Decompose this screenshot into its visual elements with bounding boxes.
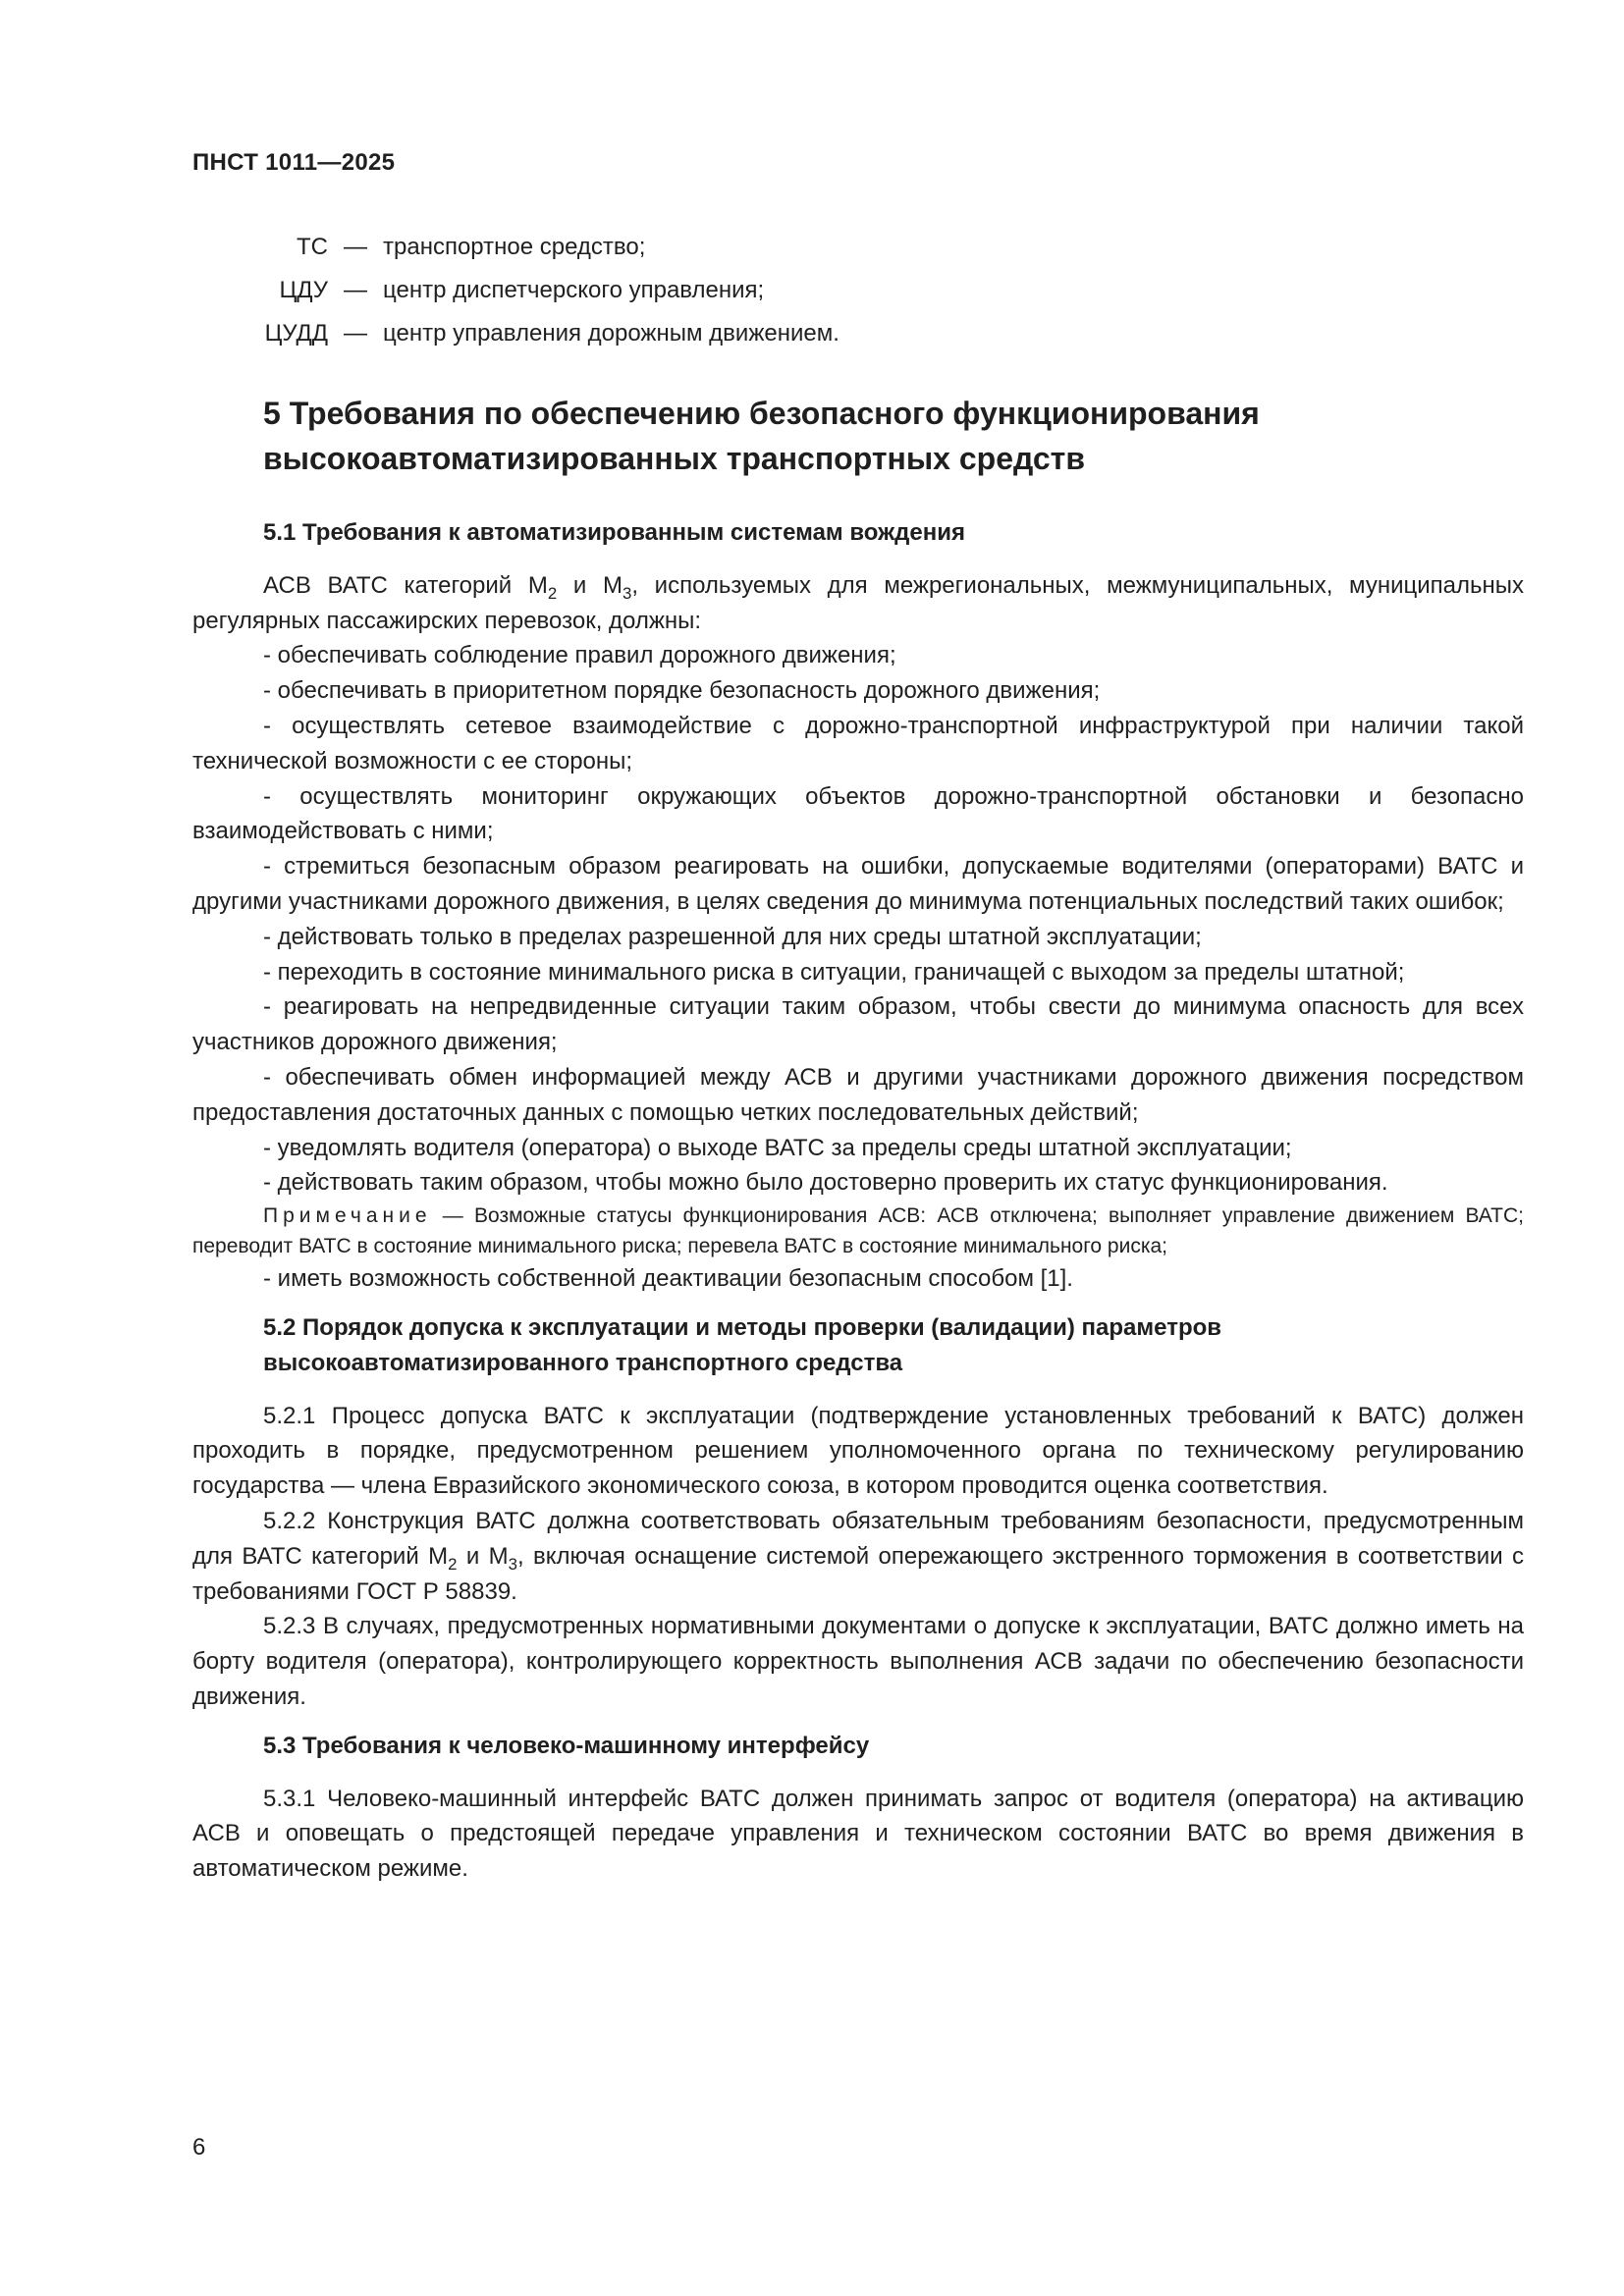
list-item: - обеспечивать в приоритетном порядке безопасность дорожного движения; [263, 677, 1101, 705]
note-label: Примечание [263, 1204, 432, 1228]
subsection-5-2-heading [192, 1310, 1524, 1381]
list-item: - действовать таким образом, чтобы можно было достоверно проверить их статус функционирования. [263, 1169, 1388, 1197]
list-item: - переходить в состояние минимального риска в ситуации, граничащей с выходом за пределы штатной; [263, 958, 1405, 986]
paragraph [192, 568, 1524, 639]
abbreviation-term: ЦУДД [264, 320, 328, 347]
note-text: — Возможные статусы функционирования АСВ: АСВ отключена; выполняет управление движением ВАТС; переводит ВАТС в состояние минимального риска; перевела ВАТС в состояние минимального риска; [192, 1204, 1524, 1258]
list-item: - осуществлять сетевое взаимодействие с дорожно-транспортной инфраструктурой при наличии такой технической возможности с ее стороны; [192, 712, 1524, 774]
abbreviation-dash: — [344, 277, 367, 303]
page-number: 6 [192, 2134, 206, 2161]
subscript: 2 [547, 583, 558, 603]
abbreviation-row [192, 234, 839, 277]
note [192, 1201, 1524, 1261]
list-item: - иметь возможность собственной деактивации безопасным способом [1]. [263, 1265, 1073, 1293]
heading-line: высокоавтоматизированного транспортного средства [263, 1349, 903, 1376]
abbreviation-row [192, 277, 839, 320]
subsection-5-3-heading: 5.3 Требования к человеко-машинному интерфейсу [263, 1732, 870, 1759]
abbreviation-row [192, 320, 839, 363]
list-item: - реагировать на непредвиденные ситуации таким образом, чтобы свести до минимума опасность для всех участников дорожного движения; [192, 993, 1524, 1056]
document-body [192, 515, 1524, 1887]
abbreviation-dash: — [344, 320, 367, 347]
paragraph: 5.2.3 В случаях, предусмотренных нормативными документами о допуске к эксплуатации, ВАТС должно иметь на борту водителя (оператора), контролирующего корректность выполнения АСВ задачи по обеспечению безопасности движения. [192, 1613, 1524, 1710]
paragraph [192, 1504, 1524, 1609]
heading-line: 5.2 Порядок допуска к эксплуатации и методы проверки (валидации) параметров [263, 1313, 1222, 1341]
section-5-title [263, 391, 1441, 481]
abbreviation-definition: центр диспетчерского управления; [383, 277, 765, 303]
text-run: , используемых для межрегиональных, межмуниципальных, муниципальных регулярных пассажирских перевозок, должны: [192, 571, 1524, 634]
paragraph: 5.2.1 Процесс допуска ВАТС к эксплуатации (подтверждение установленных требований к ВАТС) должен проходить в порядке, предусмотренном решением уполномоченного органа по техническому регулированию государства — члена Евразийского экономического союза, в котором проводится оценка соответствия. [192, 1402, 1524, 1500]
abbreviation-term: ТС [297, 234, 328, 260]
subscript: 2 [448, 1554, 458, 1574]
list-item: - обеспечивать соблюдение правил дорожного движения; [263, 642, 896, 669]
subscript: 3 [508, 1554, 517, 1574]
section-title-line: высокоавтоматизированных транспортных средств [263, 441, 1086, 476]
text-run: АСВ ВАТС категорий М [263, 571, 548, 599]
list-item: - обеспечивать обмен информацией между АСВ и другими участниками дорожного движения посредством предоставления достаточных данных с помощью четких последовательных действий; [192, 1063, 1524, 1126]
text-run: 5.2.2 Конструкция ВАТС должна соответствовать обязательным требованиям безопасности, предусмотренным для ВАТС категорий М [192, 1507, 1524, 1570]
list-item: - стремиться безопасным образом реагировать на ошибки, допускаемые водителями (операторами) ВАТС и другими участниками дорожного движения, в целях сведения до минимума потенциальных последствий таких ошибок; [192, 853, 1524, 915]
paragraph: 5.3.1 Человеко-машинный интерфейс ВАТС должен принимать запрос от водителя (оператора) на активацию АСВ и оповещать о предстоящей передаче управления и техническом состоянии ВАТС во время движения в автоматическом режиме. [192, 1785, 1524, 1883]
abbreviation-definition: транспортное средство; [383, 234, 646, 260]
subscript: 3 [622, 583, 632, 603]
text-run: , включая оснащение системой опережающего экстренного торможения в соответствии с требованиями ГОСТ Р 58839. [192, 1542, 1524, 1605]
subsection-5-1-heading: 5.1 Требования к автоматизированным системам вождения [263, 519, 965, 546]
text-run: и М [557, 571, 623, 599]
abbreviation-term: ЦДУ [279, 277, 328, 303]
section-title-line: 5 Требования по обеспечению безопасного функционирования [263, 396, 1260, 431]
list-item: - осуществлять мониторинг окружающих объектов дорожно-транспортной обстановки и безопасно взаимодействовать с ними; [192, 782, 1524, 845]
text-run: и М [457, 1542, 509, 1570]
list-item: - действовать только в пределах разрешенной для них среды штатной эксплуатации; [263, 923, 1202, 950]
list-item: - уведомлять водителя (оператора) о выходе ВАТС за пределы среды штатной эксплуатации; [263, 1134, 1292, 1161]
abbreviation-dash: — [344, 234, 367, 260]
document-header: ПНСТ 1011—2025 [192, 149, 396, 176]
abbreviation-list [192, 234, 839, 363]
abbreviation-definition: центр управления дорожным движением. [383, 320, 839, 347]
